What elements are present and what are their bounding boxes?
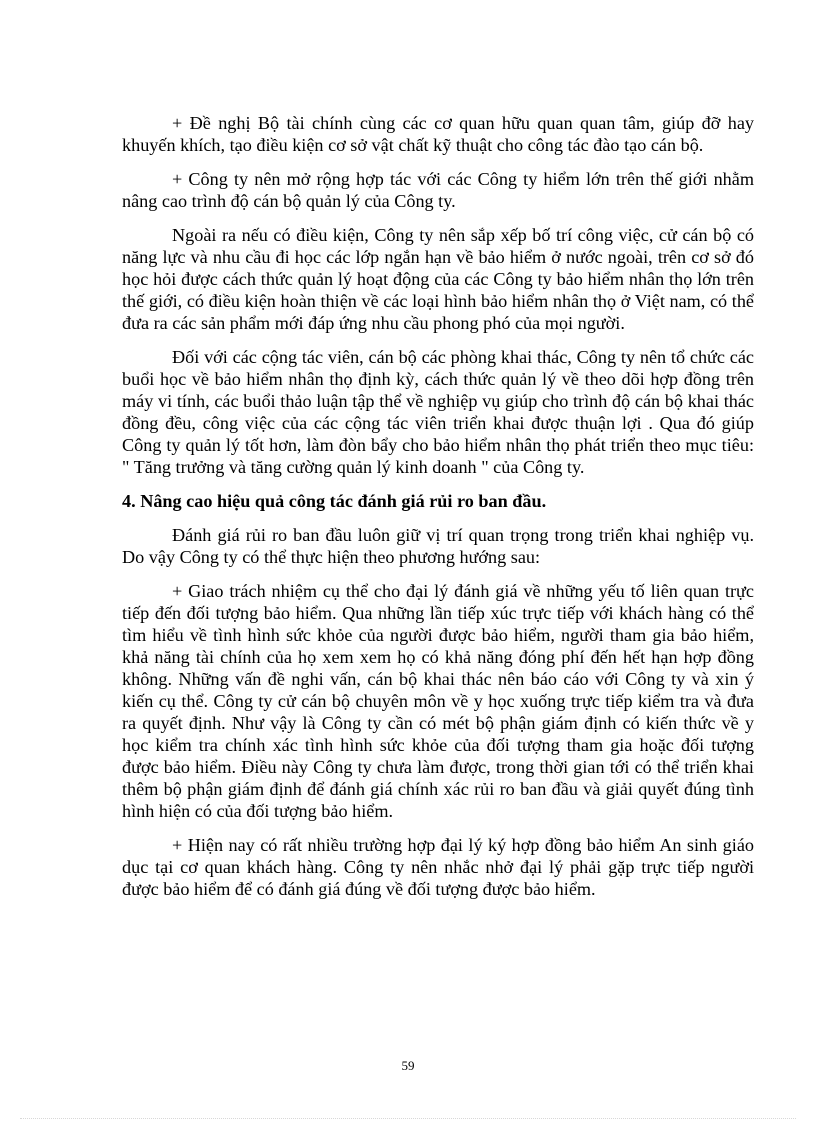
paragraph-risk-intro: Đánh giá rủi ro ban đầu luôn giữ vị trí quan trọng trong triển khai nghiệp vụ. Do vậy Công ty có thể thực hiện theo phương hướng sau:: [122, 525, 754, 567]
paragraph-cooperation: + Công ty nên mở rộng hợp tác với các Công ty hiểm lớn trên thế giới nhằm nâng cao trình độ cán bộ quản lý của Công ty.: [122, 169, 754, 211]
paragraph-direct-contact: + Hiện nay có rất nhiều trường hợp đại lý ký hợp đồng bảo hiểm An sinh giáo dục tại cơ quan khách hàng. Công ty nên nhắc nhở đại lý phải gặp trực tiếp người được bảo hiểm để có đánh giá đúng về đối tượng được bảo hiểm.: [122, 835, 754, 899]
paragraph-collaborators: Đối với các cộng tác viên, cán bộ các phòng khai thác, Công ty nên tổ chức các buổi học về bảo hiểm nhân thọ định kỳ, cách thức quản lý về theo dõi hợp đồng trên máy vi tính, các buổi thảo luận tập thể về nghiệp vụ giúp cho trình độ cán bộ khai thác đồng đều, công việc của các cộng tác viên triển khai được thuận lợi . Qua đó giúp Công ty quản lý tốt hơn, làm đòn bẩy cho bảo hiểm nhân thọ phát triển theo mục tiêu: " Tăng trưởng và tăng cường quản lý kinh doanh " của Công ty.: [122, 347, 754, 477]
paragraph-support-ministry: + Đề nghị Bộ tài chính cùng các cơ quan hữu quan quan tâm, giúp đỡ hay khuyến khích, tạo điều kiện cơ sở vật chất kỹ thuật cho công tác đào tạo cán bộ.: [122, 113, 754, 155]
section-heading: 4. Nâng cao hiệu quả công tác đánh giá rủi ro ban đầu.: [122, 491, 547, 511]
paragraph-agent-responsibility: + Giao trách nhiệm cụ thể cho đại lý đánh giá về những yếu tố liên quan trực tiếp đến đối tượng bảo hiểm. Qua những lần tiếp xúc trực tiếp với khách hàng có thể tìm hiểu về tình hình sức khỏe của người được bảo hiểm, người tham gia bảo hiểm, khả năng tài chính của họ xem xem họ có khả năng đóng phí đến hết hạn hợp đồng không. Những vấn đề nghi vấn, cán bộ khai thác nên báo cáo với Công ty và xin ý kiến cụ thể. Công ty cử cán bộ chuyên môn về y học xuống trực tiếp kiểm tra và đưa ra quyết định. Như vậy là Công ty cần có mét bộ phận giám định có kiến thức về y học kiểm tra chính xác tình hình sức khỏe của đối tượng tham gia hoặc đối tượng được bảo hiểm. Điều này Công ty chưa làm được, trong thời gian tới có thể triển khai thêm bộ phận giám định để đánh giá chính xác rủi ro ban đầu và giải quyết đúng tình hình hiện có của đối tượng bảo hiểm.: [122, 581, 754, 821]
page-number: 59: [401, 1058, 415, 1073]
paragraph-training-abroad: Ngoài ra nếu có điều kiện, Công ty nên sắp xếp bố trí công việc, cử cán bộ có năng lực và nhu cầu đi học các lớp ngắn hạn về bảo hiểm ở nước ngoài, trên cơ sở đó học hỏi được cách thức quản lý hoạt động của các Công ty bảo hiểm nhân thọ lớn trên thế giới, có điều kiện hoàn thiện về các loại hình bảo hiểm nhân thọ ở Việt nam, có thể đưa ra các sản phẩm mới đáp ứng nhu cầu phong phó của mọi người.: [122, 225, 754, 333]
page-bottom-divider: [20, 1118, 796, 1119]
document-body: [122, 112, 754, 912]
